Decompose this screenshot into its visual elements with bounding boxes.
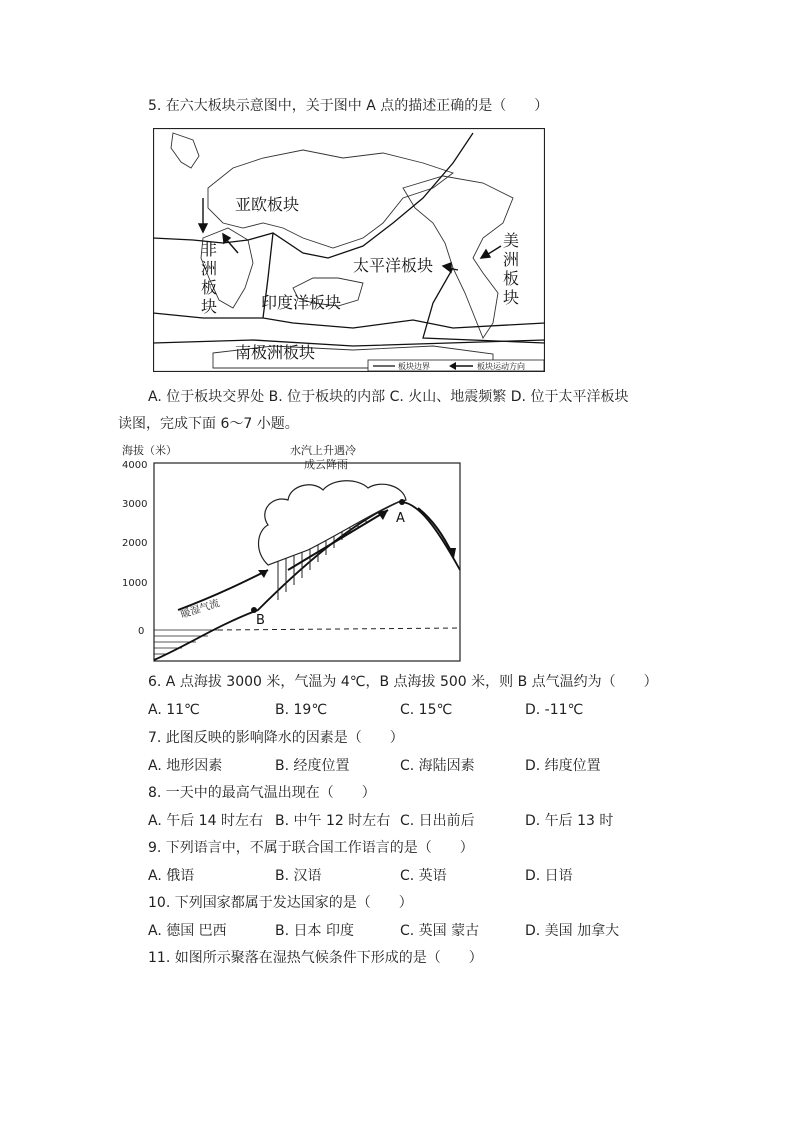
- sea-level-line: [218, 628, 460, 630]
- q6-option-b[interactable]: B. 19℃: [275, 702, 328, 718]
- q5-stem: 5. 在六大板块示意图中，关于图中 A 点的描述正确的是（ ）: [148, 98, 549, 114]
- q6-stem: 6. A 点海拔 3000 米，气温为 4℃，B 点海拔 500 米，则 B 点气温约为（ ）: [148, 674, 658, 690]
- label-indian-plate: 印度洋板块: [261, 293, 342, 312]
- q10-option-b[interactable]: B. 日本 印度: [275, 923, 354, 939]
- label-eurasian-plate: 亚欧板块: [235, 195, 300, 214]
- orographic-rain-diagram: [118, 440, 466, 664]
- point-a-marker: [399, 499, 405, 505]
- point-a-label: A: [396, 511, 405, 526]
- airflow-arrow: [178, 570, 268, 610]
- q8-stem: 8. 一天中的最高气温出现在（ ）: [148, 785, 376, 801]
- q9-stem: 9. 下列语言中，不属于联合国工作语言的是（ ）: [148, 840, 474, 856]
- ytick-1000: 1000: [122, 578, 148, 589]
- q7-stem: 7. 此图反映的影响降水的因素是（ ）: [148, 730, 404, 746]
- plate-map: [153, 128, 545, 372]
- cloud-note-2: 成云降雨: [304, 458, 348, 471]
- rain-cloud: [259, 481, 406, 565]
- q8-option-d[interactable]: D. 午后 13 时: [525, 813, 614, 829]
- q9-option-c[interactable]: C. 英语: [400, 868, 447, 884]
- q9-option-a[interactable]: A. 俄语: [148, 868, 195, 884]
- label-american-plate-1: 美: [503, 231, 520, 250]
- q7-option-d[interactable]: D. 纬度位置: [525, 758, 601, 774]
- label-american-plate-3: 板: [503, 269, 520, 288]
- point-b-label: B: [256, 613, 265, 628]
- legend-boundary-label: 板块边界: [398, 362, 430, 371]
- label-american-plate-4: 块: [503, 288, 520, 307]
- q9-option-d[interactable]: D. 日语: [525, 868, 573, 884]
- q11-stem: 11. 如图所示聚落在湿热气候条件下形成的是（ ）: [148, 950, 483, 966]
- ytick-0: 0: [138, 626, 145, 637]
- diagram-ylabel: 海拔（米）: [122, 444, 177, 457]
- label-pacific-plate: 太平洋板块: [353, 256, 434, 275]
- q5-options: A. 位于板块交界处 B. 位于板块的内部 C. 火山、地震频繁 D. 位于太平洋板块: [148, 389, 629, 405]
- q8-option-b[interactable]: B. 中午 12 时左右: [275, 813, 391, 829]
- q10-option-d[interactable]: D. 美国 加拿大: [525, 923, 620, 939]
- legend-motion-label: 板块运动方向: [477, 362, 525, 371]
- ytick-4000: 4000: [122, 460, 148, 471]
- label-american-plate-2: 洲: [503, 250, 520, 269]
- q9-option-b[interactable]: B. 汉语: [275, 868, 322, 884]
- q10-stem: 10. 下列国家都属于发达国家的是（ ）: [148, 895, 413, 911]
- label-african-plate-4: 块: [201, 297, 218, 316]
- q8-option-c[interactable]: C. 日出前后: [400, 813, 475, 829]
- q6-option-d[interactable]: D. -11℃: [525, 702, 584, 718]
- ytick-3000: 3000: [122, 499, 148, 510]
- cloud-note-1: 水汽上升遇冷: [290, 444, 356, 457]
- label-african-plate-1: 非: [201, 240, 218, 259]
- label-african-plate-2: 洲: [201, 259, 218, 278]
- label-african-plate-3: 板: [201, 278, 218, 297]
- q7-option-c[interactable]: C. 海陆因素: [400, 758, 475, 774]
- q10-option-c[interactable]: C. 英国 蒙古: [400, 923, 480, 939]
- q6-option-c[interactable]: C. 15℃: [400, 702, 453, 718]
- label-antarctic-plate: 南极洲板块: [235, 343, 316, 362]
- ytick-2000: 2000: [122, 538, 148, 549]
- q7-option-a[interactable]: A. 地形因素: [148, 758, 223, 774]
- airflow-label: 暖湿气流: [179, 598, 221, 621]
- q8-option-a[interactable]: A. 午后 14 时左右: [148, 813, 263, 829]
- q10-option-a[interactable]: A. 德国 巴西: [148, 923, 227, 939]
- intro-6-7: 读图，完成下面 6～7 小题。: [118, 416, 299, 432]
- q6-option-a[interactable]: A. 11℃: [148, 702, 200, 718]
- q7-option-b[interactable]: B. 经度位置: [275, 758, 350, 774]
